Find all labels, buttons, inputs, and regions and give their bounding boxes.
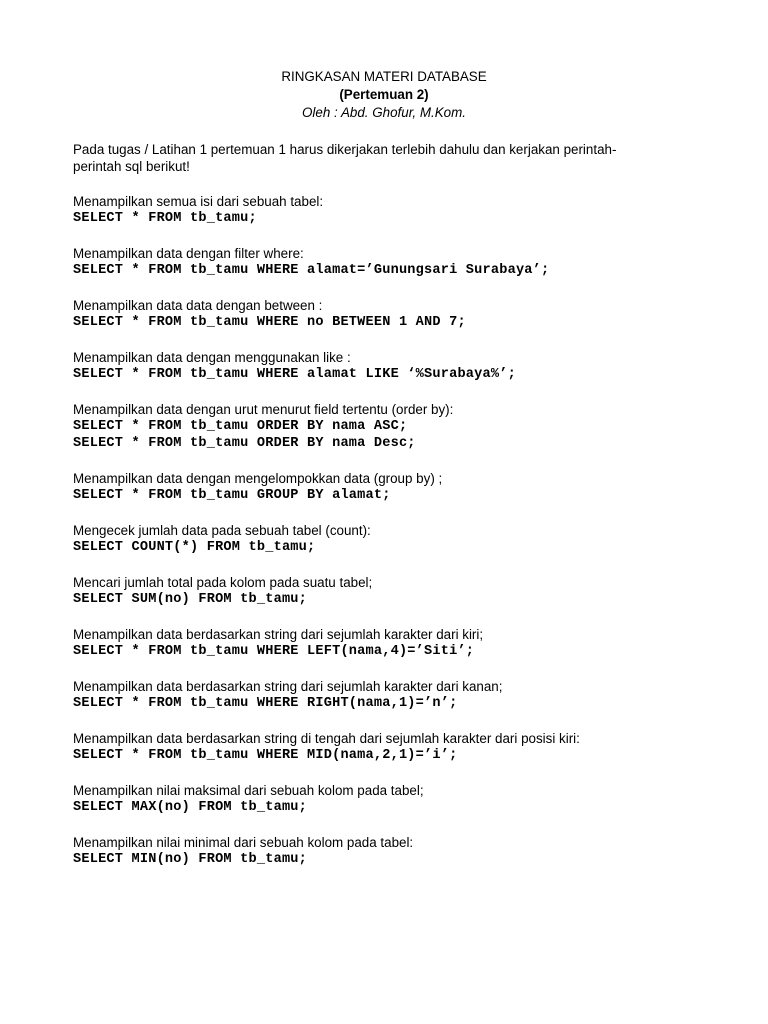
sql-code-line: SELECT * FROM tb_tamu ORDER BY nama ASC; — [73, 419, 408, 434]
sql-code-line: SELECT * FROM tb_tamu GROUP BY alamat; — [73, 488, 391, 503]
sql-section — [73, 730, 693, 764]
intro-line: Pada tugas / Latihan 1 pertemuan 1 harus dikerjakan terlebih dahulu dan kerjakan perintah- — [73, 142, 617, 157]
sql-section — [73, 574, 693, 608]
section-description: Menampilkan data dengan mengelompokkan data (group by) ; — [73, 471, 443, 486]
document-author: Oleh : Abd. Ghofur, M.Kom. — [302, 105, 466, 120]
sql-section — [73, 678, 693, 712]
sql-code-line: SELECT * FROM tb_tamu WHERE alamat=’Gunungsari Surabaya’; — [73, 263, 550, 278]
section-description: Menampilkan data dengan filter where: — [73, 246, 304, 261]
section-description: Menampilkan data data dengan between : — [73, 298, 323, 313]
sql-code-line: SELECT * FROM tb_tamu WHERE alamat LIKE ‘%Surabaya%’; — [73, 367, 516, 382]
sql-code-line: SELECT MIN(no) FROM tb_tamu; — [73, 852, 308, 867]
sql-code-line: SELECT * FROM tb_tamu WHERE LEFT(nama,4)=’Siti’; — [73, 644, 475, 659]
intro-paragraph — [73, 141, 673, 175]
section-description: Menampilkan nilai minimal dari sebuah kolom pada tabel: — [73, 835, 414, 850]
sql-sections — [73, 193, 693, 886]
section-description: Menampilkan data berdasarkan string dari sejumlah karakter dari kiri; — [73, 627, 484, 642]
sql-code-line: SELECT * FROM tb_tamu ORDER BY nama Desc; — [73, 436, 416, 451]
section-description: Menampilkan data berdasarkan string dari sejumlah karakter dari kanan; — [73, 679, 503, 694]
intro-line: perintah sql berikut! — [73, 159, 190, 174]
sql-section — [73, 626, 693, 660]
sql-code-line: SELECT * FROM tb_tamu WHERE no BETWEEN 1 AND 7; — [73, 315, 466, 330]
sql-section — [73, 834, 693, 868]
document-title: RINGKASAN MATERI DATABASE — [281, 69, 487, 84]
sql-code-line: SELECT * FROM tb_tamu WHERE RIGHT(nama,1)=’n’; — [73, 696, 458, 711]
document-header — [0, 68, 768, 122]
sql-code-line: SELECT * FROM tb_tamu; — [73, 211, 257, 226]
section-description: Menampilkan data berdasarkan string di tengah dari sejumlah karakter dari posisi kiri: — [73, 731, 580, 746]
section-description: Menampilkan semua isi dari sebuah tabel: — [73, 194, 324, 209]
sql-code-line: SELECT COUNT(*) FROM tb_tamu; — [73, 540, 316, 555]
sql-section — [73, 193, 693, 227]
sql-section — [73, 349, 693, 383]
section-description: Menampilkan data dengan urut menurut field tertentu (order by): — [73, 402, 454, 417]
sql-code-line: SELECT * FROM tb_tamu WHERE MID(nama,2,1)=’i’; — [73, 748, 458, 763]
sql-code-line: SELECT SUM(no) FROM tb_tamu; — [73, 592, 308, 607]
section-description: Menampilkan nilai maksimal dari sebuah kolom pada tabel; — [73, 783, 424, 798]
document-subtitle: (Pertemuan 2) — [339, 87, 429, 102]
sql-section — [73, 470, 693, 504]
sql-code-line: SELECT MAX(no) FROM tb_tamu; — [73, 800, 308, 815]
sql-section — [73, 401, 693, 452]
sql-section — [73, 522, 693, 556]
sql-section — [73, 297, 693, 331]
section-description: Mengecek jumlah data pada sebuah tabel (count): — [73, 523, 371, 538]
sql-section — [73, 245, 693, 279]
section-description: Menampilkan data dengan menggunakan like : — [73, 350, 351, 365]
section-description: Mencari jumlah total pada kolom pada suatu tabel; — [73, 575, 373, 590]
sql-section — [73, 782, 693, 816]
